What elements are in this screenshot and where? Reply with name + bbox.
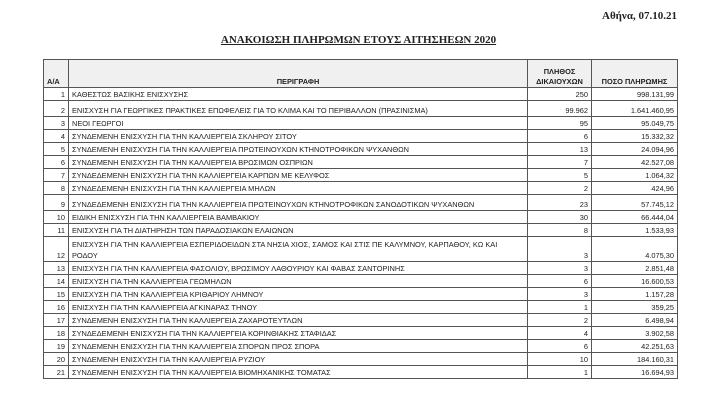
cell-amount: 42.251,63 [592, 340, 678, 353]
cell-aa: 1 [44, 88, 69, 101]
cell-aa: 8 [44, 182, 69, 195]
table-row [44, 195, 678, 211]
cell-aa: 21 [44, 366, 69, 379]
cell-aa: 10 [44, 211, 69, 224]
cell-beneficiaries: 1 [528, 301, 592, 314]
cell-amount: 1.641.460,95 [592, 101, 678, 117]
cell-beneficiaries: 10 [528, 353, 592, 366]
table-row [44, 314, 678, 327]
cell-amount: 6.498,94 [592, 314, 678, 327]
cell-beneficiaries: 6 [528, 130, 592, 143]
payments-table [43, 59, 678, 379]
cell-beneficiaries: 250 [528, 88, 592, 101]
cell-amount: 424,96 [592, 182, 678, 195]
cell-description: ΕΝΙΣΧΥΣΗ ΓΙΑ ΤΗΝ ΚΑΛΛΙΕΡΓΕΙΑ ΓΕΩΜΗΛΩΝ [69, 275, 528, 288]
cell-aa: 15 [44, 288, 69, 301]
cell-aa: 19 [44, 340, 69, 353]
cell-aa: 20 [44, 353, 69, 366]
table-row [44, 101, 678, 117]
table-row [44, 182, 678, 195]
cell-description: ΕΝΙΣΧΥΣΗ ΓΙΑ ΓΕΩΡΓΙΚΕΣ ΠΡΑΚΤΙΚΕΣ ΕΠΩΦΕΛΕΙΣ ΓΙΑ ΤΟ ΚΛΙΜΑ ΚΑΙ ΤΟ ΠΕΡΙΒΑΛΛΟΝ (ΠΡΑΣΙΝΙΣΜΑ) [69, 101, 528, 117]
cell-amount: 16.600,53 [592, 275, 678, 288]
cell-beneficiaries: 3 [528, 288, 592, 301]
cell-beneficiaries: 99.962 [528, 101, 592, 117]
cell-aa: 16 [44, 301, 69, 314]
cell-aa: 2 [44, 101, 69, 117]
table-row [44, 288, 678, 301]
cell-amount: 4.075,30 [592, 237, 678, 262]
cell-amount: 3.902,58 [592, 327, 678, 340]
cell-description: ΣΥΝΔΕΜΕΝΗ ΕΝΙΣΧΥΣΗ ΓΙΑ ΤΗΝ ΚΑΛΛΙΕΡΓΕΙΑ ΒΙΟΜΗΧΑΝΙΚΗΣ ΤΟΜΑΤΑΣ [69, 366, 528, 379]
cell-beneficiaries: 23 [528, 195, 592, 211]
cell-amount: 2.851,48 [592, 262, 678, 275]
cell-amount: 95.049,75 [592, 117, 678, 130]
cell-beneficiaries: 3 [528, 262, 592, 275]
table-row [44, 237, 678, 262]
table-row [44, 353, 678, 366]
cell-beneficiaries: 1 [528, 366, 592, 379]
cell-aa: 4 [44, 130, 69, 143]
table-row [44, 262, 678, 275]
cell-beneficiaries: 6 [528, 275, 592, 288]
cell-amount: 1.064,32 [592, 169, 678, 182]
cell-aa: 9 [44, 195, 69, 211]
cell-aa: 7 [44, 169, 69, 182]
table-row [44, 340, 678, 353]
table-row [44, 88, 678, 101]
cell-description: ΣΥΝΔΕΜΕΝΗ ΕΝΙΣΧΥΣΗ ΓΙΑ ΤΗΝ ΚΑΛΛΙΕΡΓΕΙΑ ΡΥΖΙΟΥ [69, 353, 528, 366]
cell-description: ΣΥΝΔΕΔΕΜΕΝΗ ΕΝΙΣΧΥΣΗ ΓΙΑ ΤΗΝ ΚΑΛΛΙΕΡΓΕΙΑ ΜΗΛΩΝ [69, 182, 528, 195]
cell-description: ΕΝΙΣΧΥΣΗ ΓΙΑ ΤΗΝ ΚΑΛΛΙΕΡΓΕΙΑ ΕΣΠΕΡΙΔΟΕΙΔΩΝ ΣΤΑ ΝΗΣΙΑ ΧΙΟΣ, ΣΑΜΟΣ ΚΑΙ ΣΤΙΣ ΠΕ ΚΑΛΥΜΝΟΥ, ΚΑΡΠΑΘΟΥ, ΚΩ ΚΑΙ ΡΟΔΟΥ [69, 237, 528, 262]
column-header-description: ΠΕΡΙΓΡΑΦΗ [69, 60, 528, 88]
cell-description: ΕΝΙΣΧΥΣΗ ΓΙΑ ΤΗ ΔΙΑΤΗΡΗΣΗ ΤΩΝ ΠΑΡΑΔΟΣΙΑΚΩΝ ΕΛΑΙΩΝΩΝ [69, 224, 528, 237]
cell-aa: 5 [44, 143, 69, 156]
cell-description: ΕΝΙΣΧΥΣΗ ΓΙΑ ΤΗΝ ΚΑΛΛΙΕΡΓΕΙΑ ΚΡΙΘΑΡΙΟΥ ΛΗΜΝΟΥ [69, 288, 528, 301]
cell-amount: 184.160,31 [592, 353, 678, 366]
document-title: ΑΝΑΚΟΙΩΣΗ ΠΛΗΡΩΜΩΝ ΕΤΟΥΣ ΑΙΤΗΣΗΕΩΝ 2020 [220, 34, 497, 46]
cell-beneficiaries: 13 [528, 143, 592, 156]
cell-amount: 15.332,32 [592, 130, 678, 143]
column-header-amount: ΠΟΣΟ ΠΛΗΡΩΜΗΣ [592, 60, 678, 88]
table-row [44, 366, 678, 379]
cell-amount: 1.533,93 [592, 224, 678, 237]
cell-description: ΣΥΝΔΕΜΕΝΗ ΕΝΙΣΧΥΣΗ ΓΙΑ ΤΗΝ ΚΑΛΛΙΕΡΓΕΙΑ ΒΡΩΣΙΜΩΝ ΟΣΠΡΙΩΝ [69, 156, 528, 169]
table-row [44, 327, 678, 340]
cell-amount: 359,25 [592, 301, 678, 314]
cell-beneficiaries: 95 [528, 117, 592, 130]
cell-aa: 14 [44, 275, 69, 288]
table-row [44, 117, 678, 130]
table-row [44, 130, 678, 143]
cell-aa: 3 [44, 117, 69, 130]
cell-amount: 42.527,08 [592, 156, 678, 169]
cell-beneficiaries: 2 [528, 182, 592, 195]
cell-amount: 57.745,12 [592, 195, 678, 211]
table-row [44, 275, 678, 288]
cell-amount: 66.444,04 [592, 211, 678, 224]
cell-beneficiaries: 6 [528, 340, 592, 353]
cell-beneficiaries: 2 [528, 314, 592, 327]
cell-description: ΚΑΘΕΣΤΩΣ ΒΑΣΙΚΗΣ ΕΝΙΣΧΥΣΗΣ [69, 88, 528, 101]
cell-amount: 998.131,99 [592, 88, 678, 101]
column-header-aa: Α/Α [44, 60, 69, 88]
cell-description: ΣΥΝΔΕΔΕΜΕΝΗ ΕΝΙΣΧΥΣΗ ΓΙΑ ΤΗΝ ΚΑΛΛΙΕΡΓΕΙΑ ΚΟΡΙΝΘΙΑΚΗΣ ΣΤΑΦΙΔΑΣ [69, 327, 528, 340]
cell-aa: 18 [44, 327, 69, 340]
column-header-beneficiaries: ΠΛΗΘΟΣ ΔΙΚΑΙΟΥΧΩΝ [528, 60, 592, 88]
cell-aa: 11 [44, 224, 69, 237]
cell-aa: 6 [44, 156, 69, 169]
cell-description: ΣΥΝΔΕΔΕΜΕΝΗ ΕΝΙΣΧΥΣΗ ΓΙΑ ΤΗΝ ΚΑΛΛΙΕΡΓΕΙΑ ΠΡΩΤΕΙΝΟΥΧΩΝ ΚΤΗΝΟΤΡΟΦΙΚΩΝ ΣΑΝΟΔΟΤΙΚΩΝ ΨΥΧΑΝΘΩΝ [69, 195, 528, 211]
cell-description: ΣΥΝΔΕΔΕΜΕΝΗ ΕΝΙΣΧΥΣΗ ΓΙΑ ΤΗΝ ΚΑΛΛΙΕΡΓΕΙΑ ΚΑΡΠΩΝ ΜΕ ΚΕΛΥΦΟΣ [69, 169, 528, 182]
table-row [44, 169, 678, 182]
cell-amount: 1.157,28 [592, 288, 678, 301]
cell-aa: 12 [44, 237, 69, 262]
cell-description: ΣΥΝΔΕΜΕΝΗ ΕΝΙΣΧΥΣΗ ΓΙΑ ΤΗΝ ΚΑΛΛΙΕΡΓΕΙΑ ΖΑΧΑΡΟΤΕΥΤΛΩΝ [69, 314, 528, 327]
cell-aa: 13 [44, 262, 69, 275]
cell-description: ΣΥΝΔΕΜΕΝΗ ΕΝΙΣΧΥΣΗ ΓΙΑ ΤΗΝ ΚΑΛΛΙΕΡΓΕΙΑ ΣΚΛΗΡΟΥ ΣΙΤΟΥ [69, 130, 528, 143]
document-date: Αθήνα, 07.10.21 [602, 10, 677, 22]
table-row [44, 301, 678, 314]
cell-beneficiaries: 30 [528, 211, 592, 224]
cell-beneficiaries: 5 [528, 169, 592, 182]
cell-description: ΕΙΔΙΚΗ ΕΝΙΣΧΥΣΗ ΓΙΑ ΤΗΝ ΚΑΛΛΙΕΡΓΕΙΑ ΒΑΜΒΑΚΙΟΥ [69, 211, 528, 224]
cell-description: ΣΥΝΔΕΜΕΝΗ ΕΝΙΣΧΥΣΗ ΓΙΑ ΤΗΝ ΚΑΛΛΙΕΡΓΕΙΑ ΣΠΟΡΩΝ ΠΡΟΣ ΣΠΟΡΑ [69, 340, 528, 353]
cell-beneficiaries: 7 [528, 156, 592, 169]
cell-beneficiaries: 3 [528, 237, 592, 262]
cell-description: ΕΝΙΣΧΥΣΗ ΓΙΑ ΤΗΝ ΚΑΛΛΙΕΡΓΕΙΑ ΦΑΣΟΛΙΟΥ, ΒΡΩΣΙΜΟΥ ΛΑΘΟΥΡΙΟΥ ΚΑΙ ΦΑΒΑΣ ΣΑΝΤΟΡΙΝΗΣ [69, 262, 528, 275]
cell-description: ΝΕΟΙ ΓΕΩΡΓΟΙ [69, 117, 528, 130]
cell-amount: 24.094,96 [592, 143, 678, 156]
table-row [44, 211, 678, 224]
cell-description: ΣΥΝΔΕΜΕΝΗ ΕΝΙΣΧΥΣΗ ΓΙΑ ΤΗΝ ΚΑΛΛΙΕΡΓΕΙΑ ΠΡΩΤΕΙΝΟΥΧΩΝ ΚΤΗΝΟΤΡΟΦΙΚΩΝ ΨΥΧΑΝΘΩΝ [69, 143, 528, 156]
cell-aa: 17 [44, 314, 69, 327]
table-header-row [44, 60, 678, 88]
cell-description: ΕΝΙΣΧΥΣΗ ΓΙΑ ΤΗΝ ΚΑΛΛΙΕΡΓΕΙΑ ΑΓΚΙΝΑΡΑΣ ΤΗΝΟΥ [69, 301, 528, 314]
table-row [44, 156, 678, 169]
cell-amount: 16.694,93 [592, 366, 678, 379]
cell-beneficiaries: 4 [528, 327, 592, 340]
cell-beneficiaries: 8 [528, 224, 592, 237]
table-row [44, 224, 678, 237]
table-row [44, 143, 678, 156]
